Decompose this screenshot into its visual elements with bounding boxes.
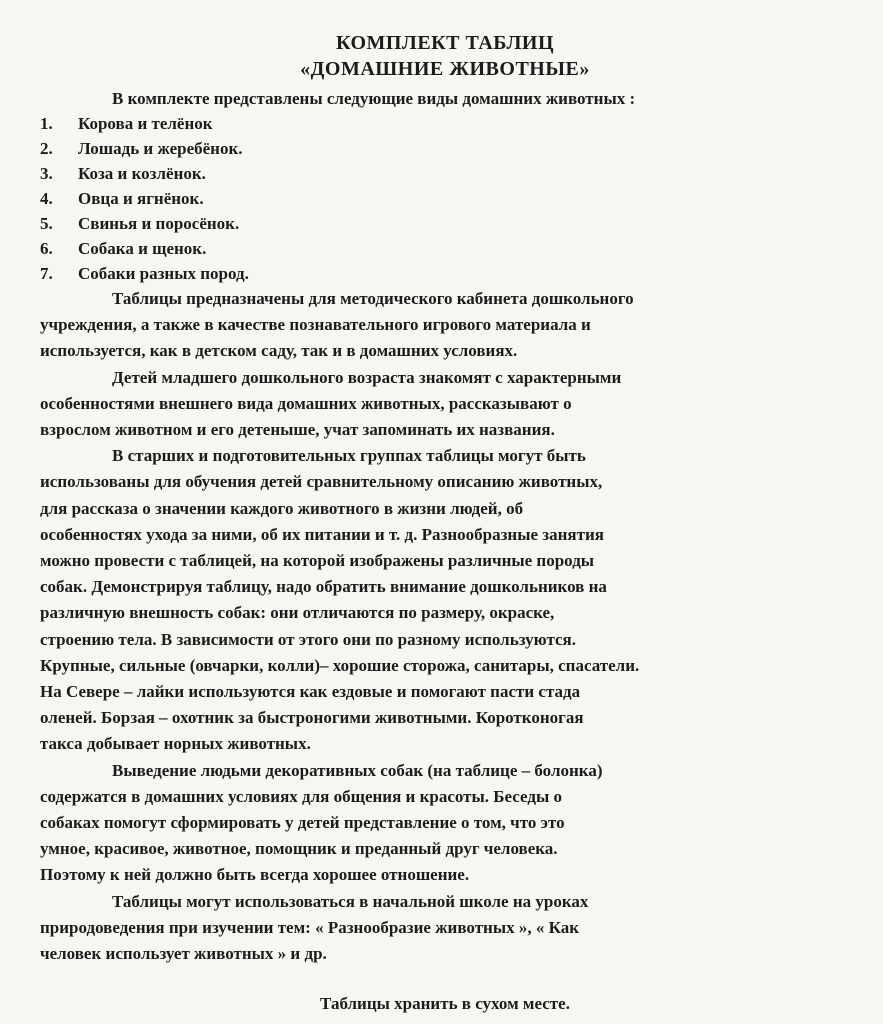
list-item-text: Овца и ягнёнок.: [78, 189, 204, 208]
text-line: взрослом животном и его детеныше, учат запоминать их названия.: [40, 420, 555, 440]
text-line: оленей. Борзая – охотник за быстроногими животными. Коротконогая: [40, 708, 584, 728]
list-item-text: Лошадь и жеребёнок.: [78, 139, 243, 158]
text-line: различную внешность собак: они отличаются по размеру, окраске,: [40, 603, 555, 623]
text-line: Поэтому к ней должно быть всегда хорошее отношение.: [40, 865, 470, 885]
list-item-text: Коза и козлёнок.: [78, 164, 206, 183]
text-line: умное, красивое, животное, помощник и преданный друг человека.: [40, 839, 558, 859]
text-line: В старших и подготовительных группах таблицы могут быть: [112, 446, 586, 466]
list-item: [40, 186, 850, 211]
list-item-number: 7.: [40, 264, 53, 283]
text-line: Выведение людьми декоративных собак (на таблице – болонка): [112, 760, 603, 780]
list-item: [40, 261, 850, 286]
text-line: для рассказа о значении каждого животного в жизни людей, об: [40, 498, 524, 518]
list-item: [40, 211, 850, 236]
paragraph-school-use: [40, 889, 850, 968]
list-item: [40, 136, 850, 161]
list-item-number: 6.: [40, 239, 53, 258]
list-item-text: Собака и щенок.: [78, 239, 207, 258]
text-line: можно провести с таблицей, на которой изображены различные породы: [40, 551, 595, 571]
list-item: [40, 236, 850, 261]
text-line: содержатся в домашних условиях для общения и красоты. Беседы о: [40, 786, 562, 806]
list-item: [40, 111, 850, 136]
list-item-text: Свинья и поросёнок.: [78, 214, 240, 233]
document-page: [40, 30, 850, 1014]
list-item-number: 3.: [40, 164, 53, 183]
list-item-number: 4.: [40, 189, 53, 208]
storage-note: Таблицы хранить в сухом месте.: [320, 994, 570, 1014]
text-line: собаках помогут сформировать у детей представление о том, что это: [40, 813, 565, 833]
text-line: такса добывает норных животных.: [40, 734, 311, 754]
animal-list: [40, 111, 850, 286]
text-line: Крупные, сильные (овчарки, колли)– хорошие сторожа, санитары, спасатели.: [40, 655, 640, 675]
list-item-text: Корова и телёнок: [78, 114, 213, 133]
text-line: Таблицы предназначены для методического кабинета дошкольного: [112, 289, 634, 308]
text-line: Таблицы могут использоваться в начальной школе на уроках: [112, 891, 589, 911]
text-line: природоведения при изучении тем: « Разнообразие животных », « Как: [40, 917, 580, 937]
paragraph-purpose: [40, 286, 850, 365]
paragraph-decorative-dogs: [40, 758, 850, 889]
list-item-number: 2.: [40, 139, 53, 158]
text-line: использованы для обучения детей сравнительному описанию животных,: [40, 472, 603, 492]
text-line: человек использует животных » и др.: [40, 944, 327, 964]
list-item-number: 1.: [40, 114, 53, 133]
text-line: собак. Демонстрируя таблицу, надо обратить внимание дошкольников на: [40, 577, 607, 597]
document-title: [40, 30, 850, 82]
intro-text: В комплекте представлены следующие виды домашних животных :: [112, 89, 636, 108]
paragraph-older-group: [40, 443, 850, 757]
list-item: [40, 161, 850, 186]
text-line: Детей младшего дошкольного возраста знакомят с характерными: [112, 367, 622, 387]
list-item-number: 5.: [40, 214, 53, 233]
text-line: учреждения, а также в качестве познавательного игрового материала и: [40, 315, 591, 335]
text-line: используется, как в детском саду, так и в домашних условиях.: [40, 341, 518, 361]
text-line: особенностями внешнего вида домашних животных, рассказывают о: [40, 393, 572, 413]
text-line: особенностях ухода за ними, об их питании и т. д. Разнообразные занятия: [40, 524, 604, 544]
text-line: На Севере – лайки используются как ездовые и помогают пасти стада: [40, 682, 581, 702]
title-line-2: «ДОМАШНИЕ ЖИВОТНЫЕ»: [300, 58, 590, 80]
text-line: строению тела. В зависимости от этого они по разному используются.: [40, 629, 576, 649]
paragraph-younger-group: [40, 365, 850, 444]
list-item-text: Собаки разных пород.: [78, 264, 249, 283]
title-line-1: КОМПЛЕКТ ТАБЛИЦ: [335, 32, 555, 54]
